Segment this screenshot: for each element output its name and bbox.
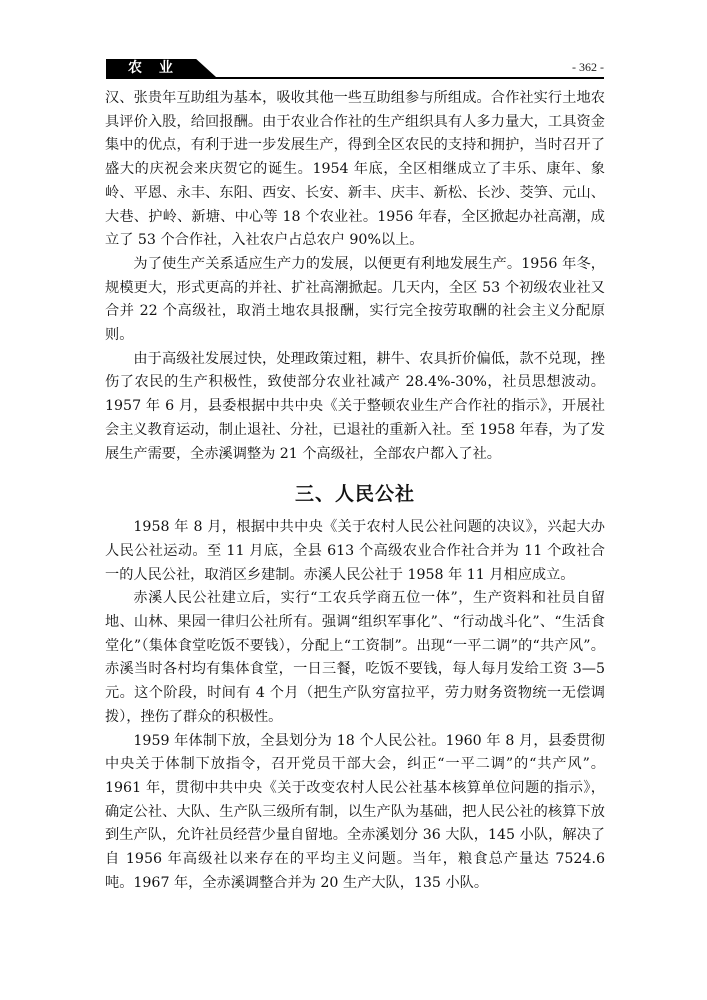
paragraph: 由于高级社发展过快，处理政策过粗，耕牛、农具折价偏低，款不兑现，挫伤了农民的生产积极性，致使部分农业社减产 28.4%-30%，社员思想波动。1957 年 6 月，县委根据中共中央《关于整顿农业生产合作社的指示》，开展社会主义教育运动，制止退社、分社，已退社的重新入社。至 1958 年春，为了发展生产需要，全赤溪调整为 21 个高级社，全部农户都入了社。 — [105, 350, 605, 462]
page-body — [105, 87, 605, 896]
section-title: 农 业 — [128, 60, 179, 76]
paragraph: 为了使生产关系适应生产力的发展，以便更有利地发展生产。1956 年冬，规模更大，形式更高的并社、扩社高潮掀起。几天内，全区 53 个初级农业社又合并 22 个高级社，取消土地农具报酬，实行完全按劳取酬的社会主义分配原则。 — [105, 255, 605, 344]
page-number: - 362 - — [572, 60, 604, 74]
paragraph: 1958 年 8 月，根据中共中央《关于农村人民公社问题的决议》，兴起大办人民公社运动。至 11 月底，全县 613 个高级农业合作社合并为 11 个政社合一的人民公社，取消区乡建制。赤溪人民公社于 1958 年 11 月相应成立。 — [105, 519, 605, 583]
page-header — [106, 59, 604, 77]
header-rule — [106, 77, 604, 79]
paragraph: 赤溪人民公社建立后，实行“工农兵学商五位一体”，生产资料和社员自留地、山林、果园一律归公社所有。强调“组织军事化”、“行动战斗化”、“生活食堂化”（集体食堂吃饭不要钱），分配上“工资制”。出现“一平二调”的“共产风”。赤溪当时各村均有集体食堂，一日三餐，吃饭不要钱，每人每月发给工资 3—5 元。这个阶段，时间有 4 个月（把生产队穷富拉平，劳力财务资物统一无偿调拨），挫伤了群众的积极性。 — [105, 590, 605, 725]
paragraph: 1959 年体制下放，全县划分为 18 个人民公社。1960 年 8 月，县委贯彻中央关于体制下放指令，召开党员干部大会，纠正“一平二调”的“共产风”。1961 年，贯彻中共中央《关于改变农村人民公社基本核算单位问题的指示》，确定公社、大队、生产队三级所有制，以生产队为基础，把人民公社的核算下放到生产队，允许社员经营少量自留地。全赤溪划分 36 大队，145 小队，解决了自 1956 年高级社以来存在的平均主义问题。当年，粮食总产量达 7524.6 吨。1967 年，全赤溪调整合并为 20 生产大队，135 小队。 — [105, 732, 605, 891]
paragraph: 汉、张贵年互助组为基本，吸收其他一些互助组参与所组成。合作社实行土地农具评价入股，给回报酬。由于农业合作社的生产组织具有人多力量大，工具资金集中的优点，有利于进一步发展生产，得到全区农民的支持和拥护，当时召开了盛大的庆祝会来庆贺它的诞生。1954 年底，全区相继成立了丰乐、康年、象岭、平恩、永丰、东阳、西安、长安、新丰、庆丰、新松、长沙、茭笋、元山、大巷、护岭、新塘、中心等 18 个农业社。1956 年春，全区掀起办社高潮，成立了 53 个合作社，入社农户占总农户 90%以上。 — [105, 90, 605, 249]
section-heading: 三、人民公社 — [294, 483, 415, 506]
